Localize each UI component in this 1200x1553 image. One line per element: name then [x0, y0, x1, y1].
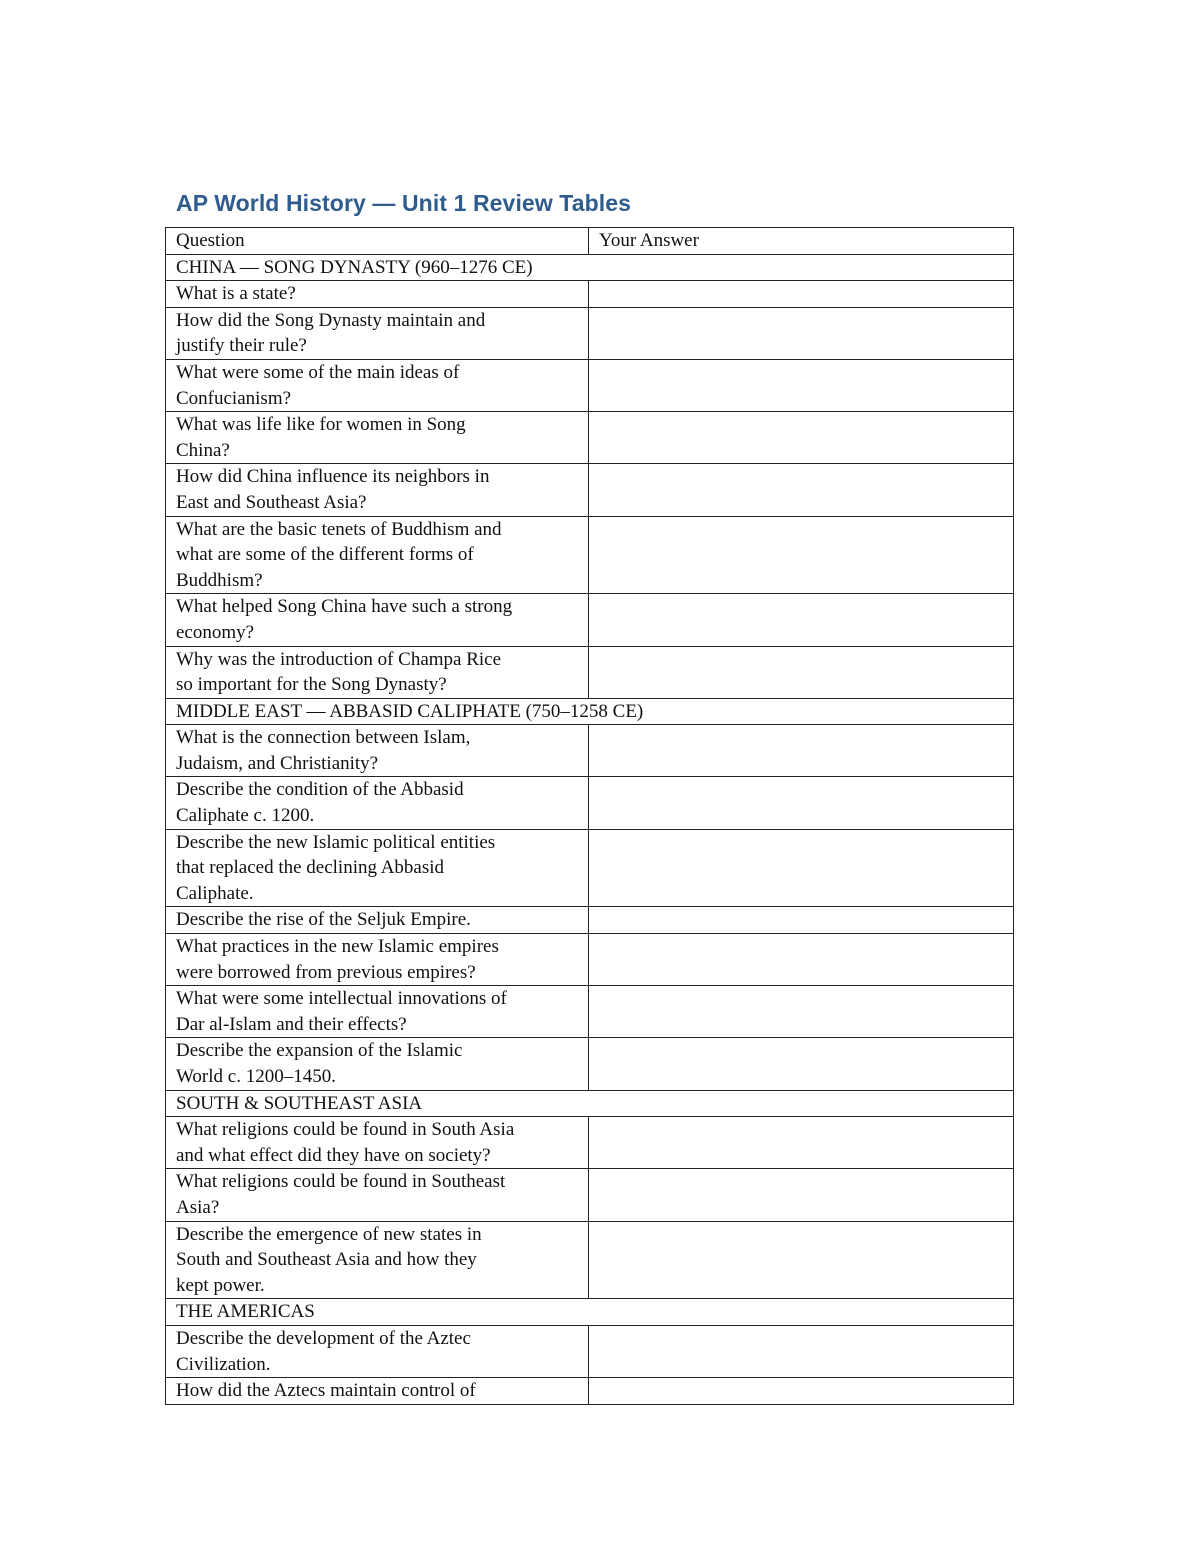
- section-row: [166, 1299, 1014, 1326]
- question-row: [166, 934, 1014, 986]
- question-row: [166, 646, 1014, 698]
- answer-cell[interactable]: [589, 1169, 1014, 1221]
- question-cell: Why was the introduction of Champa Rice so important for the Song Dynasty?: [166, 646, 589, 698]
- answer-cell[interactable]: [589, 307, 1014, 359]
- answer-cell[interactable]: [589, 464, 1014, 516]
- answer-cell[interactable]: [589, 646, 1014, 698]
- section-heading: MIDDLE EAST — ABBASID CALIPHATE (750–1258 CE): [166, 698, 1014, 725]
- question-row: [166, 1378, 1014, 1405]
- question-row: [166, 777, 1014, 829]
- question-cell: How did China influence its neighbors in East and Southeast Asia?: [166, 464, 589, 516]
- answer-cell[interactable]: [589, 1221, 1014, 1299]
- section-heading: SOUTH & SOUTHEAST ASIA: [166, 1090, 1014, 1117]
- question-cell: What helped Song China have such a strong economy?: [166, 594, 589, 646]
- question-cell: Describe the condition of the Abbasid Caliphate c. 1200.: [166, 777, 589, 829]
- answer-cell[interactable]: [589, 1117, 1014, 1169]
- section-row: [166, 698, 1014, 725]
- question-row: [166, 1169, 1014, 1221]
- answer-cell[interactable]: [589, 934, 1014, 986]
- question-row: [166, 907, 1014, 934]
- question-row: [166, 1038, 1014, 1090]
- question-cell: How did the Song Dynasty maintain and justify their rule?: [166, 307, 589, 359]
- answer-cell[interactable]: [589, 907, 1014, 934]
- question-cell: What were some intellectual innovations of Dar al-Islam and their effects?: [166, 986, 589, 1038]
- answer-cell[interactable]: [589, 281, 1014, 308]
- header-question: Question: [166, 228, 589, 255]
- section-heading: CHINA — SONG DYNASTY (960–1276 CE): [166, 254, 1014, 281]
- answer-cell[interactable]: [589, 986, 1014, 1038]
- answer-cell[interactable]: [589, 1325, 1014, 1377]
- question-cell: How did the Aztecs maintain control of: [166, 1378, 589, 1405]
- question-cell: What is a state?: [166, 281, 589, 308]
- document-title: AP World History — Unit 1 Review Tables: [176, 190, 632, 216]
- question-row: [166, 1325, 1014, 1377]
- question-cell: What is the connection between Islam, Judaism, and Christianity?: [166, 725, 589, 777]
- question-row: [166, 1221, 1014, 1299]
- question-row: [166, 1117, 1014, 1169]
- section-row: [166, 1090, 1014, 1117]
- section-row: [166, 254, 1014, 281]
- answer-cell[interactable]: [589, 777, 1014, 829]
- answer-cell[interactable]: [589, 1378, 1014, 1405]
- question-cell: What religions could be found in Southeast Asia?: [166, 1169, 589, 1221]
- question-cell: What practices in the new Islamic empires were borrowed from previous empires?: [166, 934, 589, 986]
- question-row: [166, 829, 1014, 907]
- question-row: [166, 464, 1014, 516]
- header-row: [166, 228, 1014, 255]
- question-cell: What was life like for women in Song China?: [166, 412, 589, 464]
- question-row: [166, 412, 1014, 464]
- question-row: [166, 281, 1014, 308]
- question-row: [166, 725, 1014, 777]
- question-row: [166, 359, 1014, 411]
- question-row: [166, 307, 1014, 359]
- question-cell: Describe the development of the Aztec Civilization.: [166, 1325, 589, 1377]
- question-cell: Describe the emergence of new states in South and Southeast Asia and how they kept power.: [166, 1221, 589, 1299]
- question-row: [166, 986, 1014, 1038]
- section-heading: THE AMERICAS: [166, 1299, 1014, 1326]
- question-cell: Describe the rise of the Seljuk Empire.: [166, 907, 589, 934]
- answer-cell[interactable]: [589, 412, 1014, 464]
- answer-cell[interactable]: [589, 829, 1014, 907]
- review-table: [165, 227, 1014, 1405]
- question-row: [166, 516, 1014, 594]
- answer-cell[interactable]: [589, 516, 1014, 594]
- question-cell: What religions could be found in South Asia and what effect did they have on society?: [166, 1117, 589, 1169]
- answer-cell[interactable]: [589, 1038, 1014, 1090]
- header-answer: Your Answer: [589, 228, 1014, 255]
- answer-cell[interactable]: [589, 594, 1014, 646]
- question-row: [166, 594, 1014, 646]
- question-cell: Describe the expansion of the Islamic World c. 1200–1450.: [166, 1038, 589, 1090]
- answer-cell[interactable]: [589, 725, 1014, 777]
- question-cell: Describe the new Islamic political entities that replaced the declining Abbasid Caliphate.: [166, 829, 589, 907]
- question-cell: What were some of the main ideas of Confucianism?: [166, 359, 589, 411]
- answer-cell[interactable]: [589, 359, 1014, 411]
- question-cell: What are the basic tenets of Buddhism and what are some of the different forms of Buddhism?: [166, 516, 589, 594]
